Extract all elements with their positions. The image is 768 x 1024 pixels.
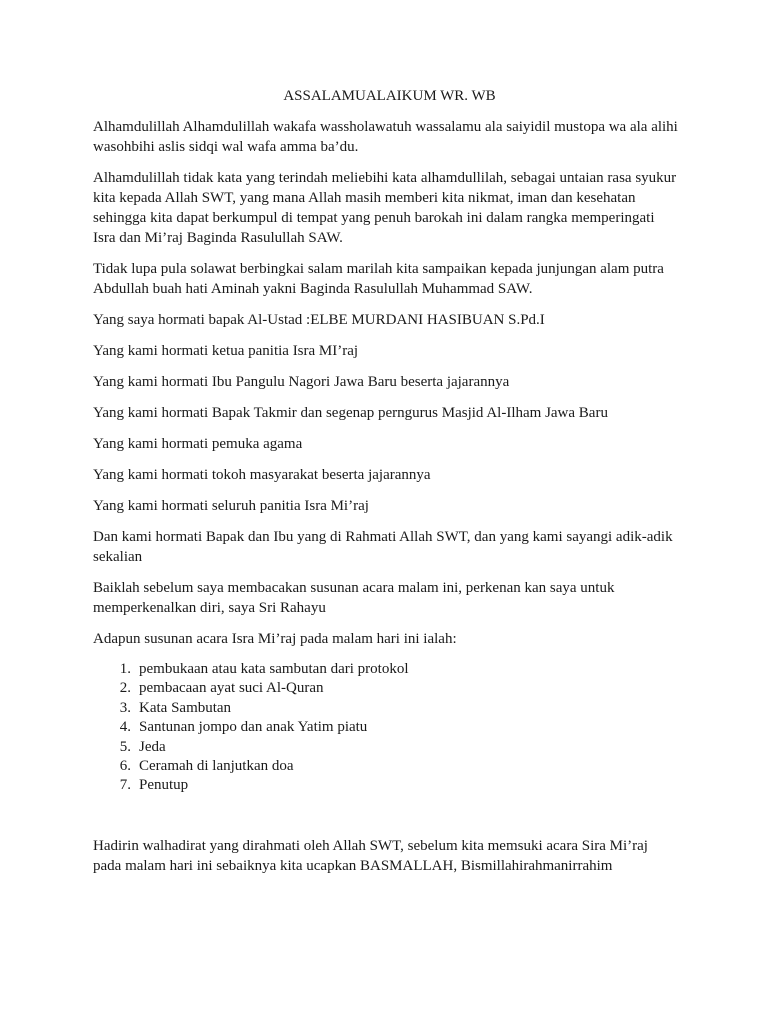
list-item-number: 5. [119, 738, 131, 755]
list-item-number: 7. [119, 777, 131, 794]
list-item-number: 6. [119, 758, 131, 775]
paragraph-closing: Hadirin walhadirat yang dirahmati oleh Allah SWT, sebelum kita memsuki acara Sira Mi’raj pada malam hari ini sebaiknya kita ucapkan BASMALLAH, Bismillahirahmanirrahim [93, 837, 648, 874]
list-item-text: Penutup [139, 777, 189, 794]
list-item-text: Ceramah di lanjutkan doa [139, 758, 294, 775]
agenda-list [93, 660, 678, 796]
list-item [93, 738, 678, 757]
document-title: ASSALAMUALAIKUM WR. WB [283, 88, 496, 104]
list-item [93, 718, 678, 737]
list-item-number: 3. [119, 699, 131, 716]
paragraph-opening: Alhamdulillah Alhamdulillah wakafa wassholawatuh wassalamu ala saiyidil mustopa wa ala alihi wasohbihi aslis sidqi wal wafa amma ba’du. [93, 119, 678, 155]
document-body [93, 86, 678, 887]
greeting-takmir: Yang kami hormati Bapak Takmir dan segenap perngurus Masjid Al-Ilham Jawa Baru [93, 405, 608, 421]
list-item-text: Santunan jompo dan anak Yatim piatu [139, 719, 368, 736]
list-item-text: pembacaan ayat suci Al-Quran [139, 680, 324, 697]
list-item [93, 679, 678, 698]
list-item-number: 4. [119, 719, 131, 736]
paragraph-introduction: Baiklah sebelum saya membacakan susunan acara malam ini, perkenan kan saya untuk memperkenalkan diri, saya Sri Rahayu [93, 580, 615, 616]
list-item-number: 1. [119, 661, 131, 677]
greeting-committee: Yang kami hormati seluruh panitia Isra Mi’raj [93, 498, 369, 514]
greeting-religious-leaders: Yang kami hormati pemuka agama [93, 436, 303, 452]
greeting-community-leaders: Yang kami hormati tokoh masyarakat beserta jajarannya [93, 467, 431, 483]
list-item-number: 2. [119, 680, 131, 697]
list-item [93, 660, 678, 679]
blank-line [93, 807, 678, 836]
list-item [93, 776, 678, 795]
list-item [93, 699, 678, 718]
paragraph-agenda-intro: Adapun susunan acara Isra Mi’raj pada malam hari ini ialah: [93, 631, 457, 647]
greeting-audience: Dan kami hormati Bapak dan Ibu yang di Rahmati Allah SWT, dan yang kami sayangi adik-adik sekalian [93, 529, 673, 565]
greeting-committee-chair: Yang kami hormati ketua panitia Isra MI’raj [93, 343, 359, 359]
paragraph-sholawat: Tidak lupa pula solawat berbingkai salam marilah kita sampaikan kepada junjungan alam putra Abdullah buah hati Aminah yakni Baginda Rasulullah Muhammad SAW. [93, 261, 664, 297]
list-item-text: Kata Sambutan [139, 699, 232, 716]
list-item-text: Jeda [139, 738, 166, 755]
paragraph-gratitude: Alhamdulillah tidak kata yang terindah meliebihi kata alhamdullilah, sebagai untaian rasa syukur kita kepada Allah SWT, yang mana Allah masih memberi kita nikmat, iman dan kesehatan sehingga kita dapat berkumpul di tempat yang penuh barokah ini dalam rangka memperingati Isra dan Mi’raj Baginda Rasulullah SAW. [93, 170, 677, 246]
list-item-text: pembukaan atau kata sambutan dari protokol [139, 661, 409, 677]
greeting-ustad: Yang saya hormati bapak Al-Ustad :ELBE MURDANI HASIBUAN S.Pd.I [93, 312, 545, 328]
list-item [93, 757, 678, 776]
greeting-pangulu: Yang kami hormati Ibu Pangulu Nagori Jawa Baru beserta jajarannya [93, 374, 510, 390]
